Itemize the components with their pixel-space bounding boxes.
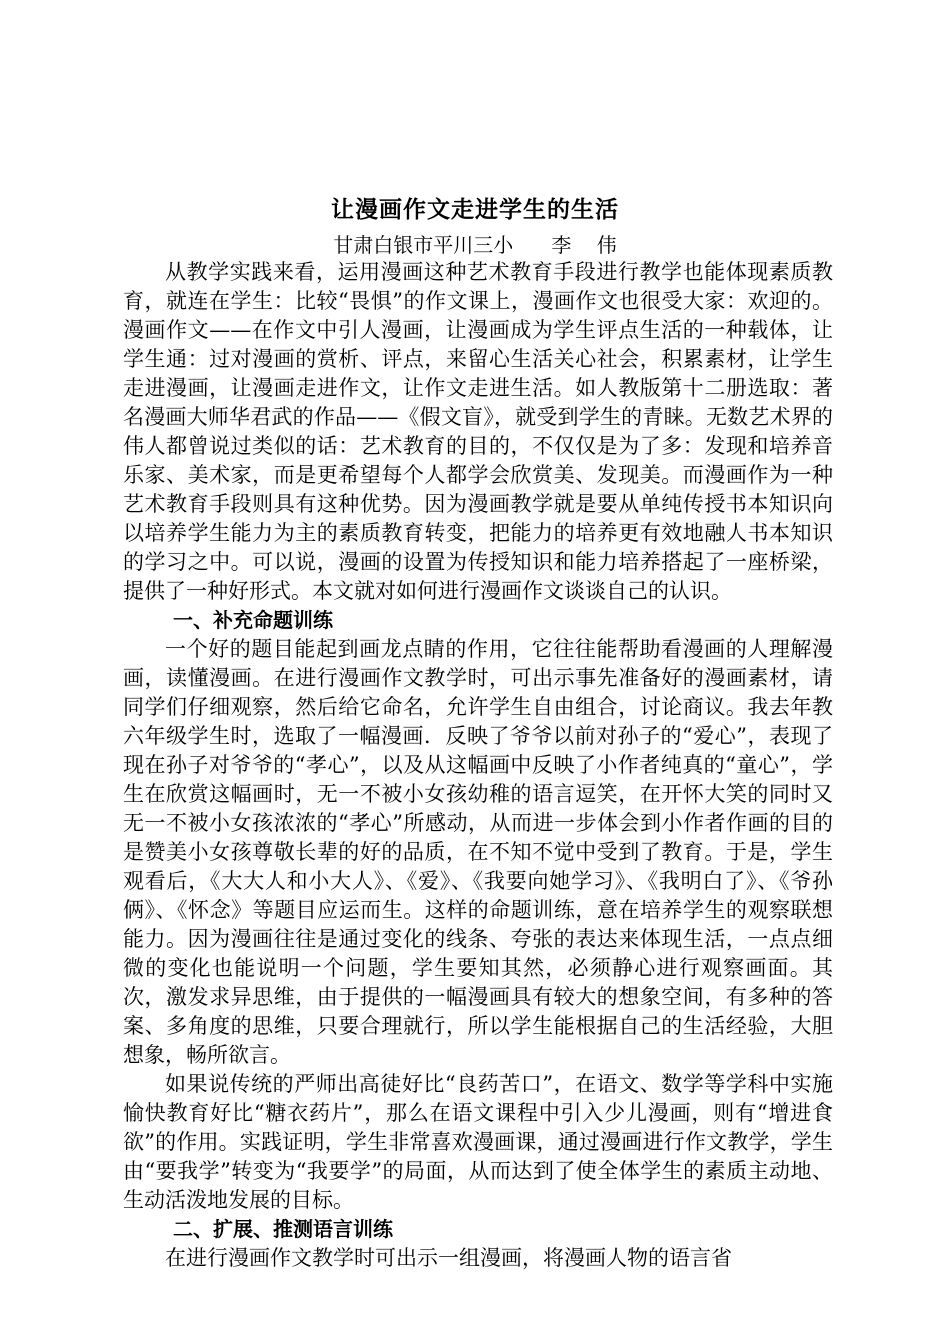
section-1-paragraph: 如果说传统的严师出高徒好比“良药苦口”，在语文、数学等学科中实施愉快教育好比“糖衣药片”，那么在语文课程中引入少儿漫画，则有“增进食欲”的作用。实践证明，学生非常喜欢漫画课，通过漫画进行作文教学，学生由“要我学”转变为“我要学”的局面，从而达到了使全体学生的素质主动地、生动活泼地发展的目标。 [123,1072,833,1212]
section-2-paragraph: 在进行漫画作文教学时可出示一组漫画，将漫画人物的语言省 [165,1246,732,1270]
document-title: 让漫画作文走进学生的生活 [331,197,619,223]
section-heading-1: 一、补充命题训练 [173,608,333,632]
document-body [123,258,833,1273]
intro-paragraph: 从教学实践来看，运用漫画这种艺术教育手段进行教学也能体现素质教育，就连在学生：比较“畏惧”的作文课上，漫画作文也很受大家：欢迎的。漫画作文——在作文中引人漫画，让漫画成为学生评点生活的一种载体，让学生通：过对漫画的赏析、评点，来留心生活关心社会，积累素材，让学生走进漫画，让漫画走进作文，让作文走进生活。如人教版第十二册选取：著名漫画大师华君武的作品——《假文盲》，就受到学生的青睐。无数艺术界的伟人都曾说过类似的话：艺术教育的目的，不仅仅是为了多：发现和培养音乐家、美术家，而是更希望每个人都学会欣赏美、发现美。而漫画作为一种艺术教育手段则具有这种优势。因为漫画教学就是要从单纯传授书本知识向以培养学生能力为主的素质教育转变，把能力的培养更有效地融人书本知识的学习之中。可以说，漫画的设置为传授知识和能力培养搭起了一座桥梁，提供了一种好形式。本文就对如何进行漫画作文谈谈自己的认识。 [123,260,833,603]
author-line: 甘肃白银市平川三小 李 伟 [333,233,617,257]
section-1-paragraph: 一个好的题目能起到画龙点睛的作用，它往往能帮助看漫画的人理解漫画，读懂漫画。在进行漫画作文教学时，可出示事先准备好的漫画素材，请同学们仔细观察，然后给它命名，允许学生自由组合，讨论商议。我去年教六年级学生时，选取了一幅漫画．反映了爷爷以前对孙子的“爱心”，表现了现在孙子对爷爷的“孝心”，以及从这幅画中反映了小作者纯真的“童心”，学生在欣赏这幅画时，无一不被小女孩幼稚的语言逗笑，在开怀大笑的同时又无一不被小女孩浓浓的“孝心”所感动，从而进一步体会到小作者作画的目的是赞美小女孩尊敬长辈的好的品质，在不知不觉中受到了教育。于是，学生观看后，《大大人和小大人》、《爱》、《我要向她学习》、《我明白了》、《爷孙俩》、《怀念》等题目应运而生。这样的命题训练，意在培养学生的观察联想能力。因为漫画往往是通过变化的线条、夸张的表达来体现生活，一点点细微的变化也能说明一个问题，学生要知其然，必须静心进行观察画面。其次，激发求异思维，由于提供的一幅漫画具有较大的想象空间，有多种的答案、多角度的思维，只要合理就行，所以学生能根据自己的生活经验，大胆想象，畅所欲言。 [123,637,833,1067]
section-heading-2: 二、扩展、推测语言训练 [173,1217,393,1241]
